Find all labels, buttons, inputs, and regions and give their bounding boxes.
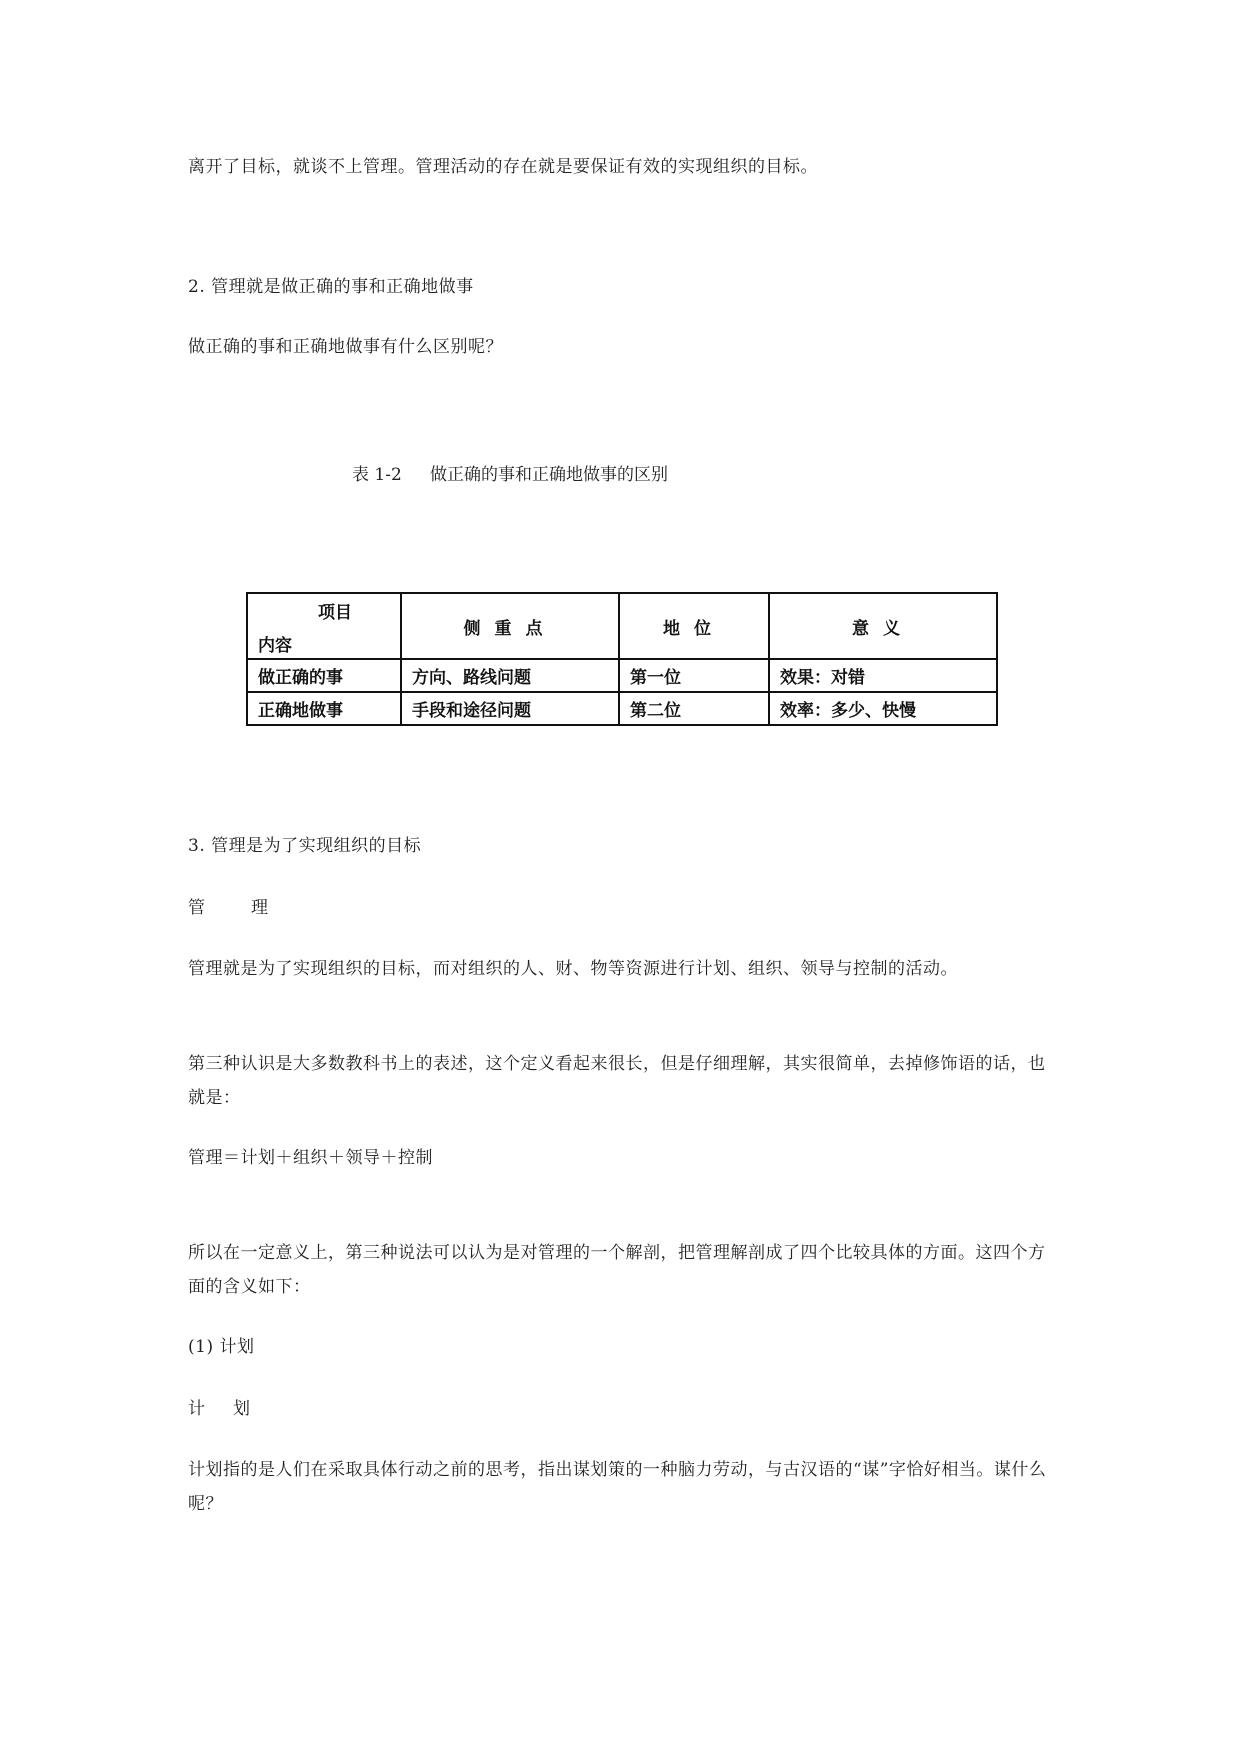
table-header-row: [247, 593, 997, 659]
table-corner-cell: [247, 593, 401, 659]
table-cell: 方向、路线问题: [401, 659, 619, 692]
table-caption: [352, 458, 668, 492]
table-cell: 效率：多少、快慢: [769, 692, 997, 725]
corner-label-item: 项目: [318, 603, 352, 623]
table-cell: 效果：对错: [769, 659, 997, 692]
section-heading-2: 2. 管理就是做正确的事和正确地做事: [188, 277, 474, 297]
header-focus: 侧重点: [401, 593, 619, 659]
section-heading-3: 3. 管理是为了实现组织的目标: [188, 836, 422, 856]
table-cell: 做正确的事: [247, 659, 401, 692]
table-cell: 手段和途径问题: [401, 692, 619, 725]
term-char: 划: [233, 1399, 250, 1419]
table-row: [247, 692, 997, 725]
table-cell: 正确地做事: [247, 692, 401, 725]
table-cell: 第二位: [619, 692, 769, 725]
paragraph-dissection: 所以在一定意义上，第三种说法可以认为是对管理的一个解剖，把管理解剖成了四个比较具体的方面。这四个方面的含义如下：: [188, 1243, 1046, 1297]
table-row: [247, 659, 997, 692]
header-position: 地位: [619, 593, 769, 659]
term-char: 计: [188, 1399, 205, 1419]
formula: 管理＝计划＋组织＋领导＋控制: [188, 1148, 433, 1168]
table-cell: 第一位: [619, 659, 769, 692]
table-caption-title: 做正确的事和正确地做事的区别: [430, 465, 668, 485]
paragraph-definition: 管理就是为了实现组织的目标，而对组织的人、财、物等资源进行计划、组织、领导与控制的活动。: [188, 959, 958, 979]
comparison-table: [246, 592, 998, 726]
term-char: 管: [188, 898, 205, 918]
table-caption-number: 表 1-2: [352, 465, 402, 485]
paragraph-plan: 计划指的是人们在采取具体行动之前的思考，指出谋划策的一种脑力劳动，与古汉语的“谋”字恰好相当。谋什么呢？: [188, 1460, 1047, 1514]
term-management: [188, 891, 1048, 925]
term-plan: [188, 1392, 1048, 1426]
paragraph-question: 做正确的事和正确地做事有什么区别呢？: [188, 337, 503, 357]
corner-label-content: 内容: [258, 636, 292, 656]
term-char: 理: [251, 898, 268, 918]
subsection-heading-plan: (1) 计划: [188, 1337, 255, 1357]
paragraph-textbook: 第三种认识是大多数教科书上的表述，这个定义看起来很长，但是仔细理解，其实很简单，去掉修饰语的话，也就是：: [188, 1054, 1046, 1108]
paragraph-goal: 离开了目标，就谈不上管理。管理活动的存在就是要保证有效的实现组织的目标。: [188, 157, 818, 177]
header-meaning: 意义: [769, 593, 997, 659]
